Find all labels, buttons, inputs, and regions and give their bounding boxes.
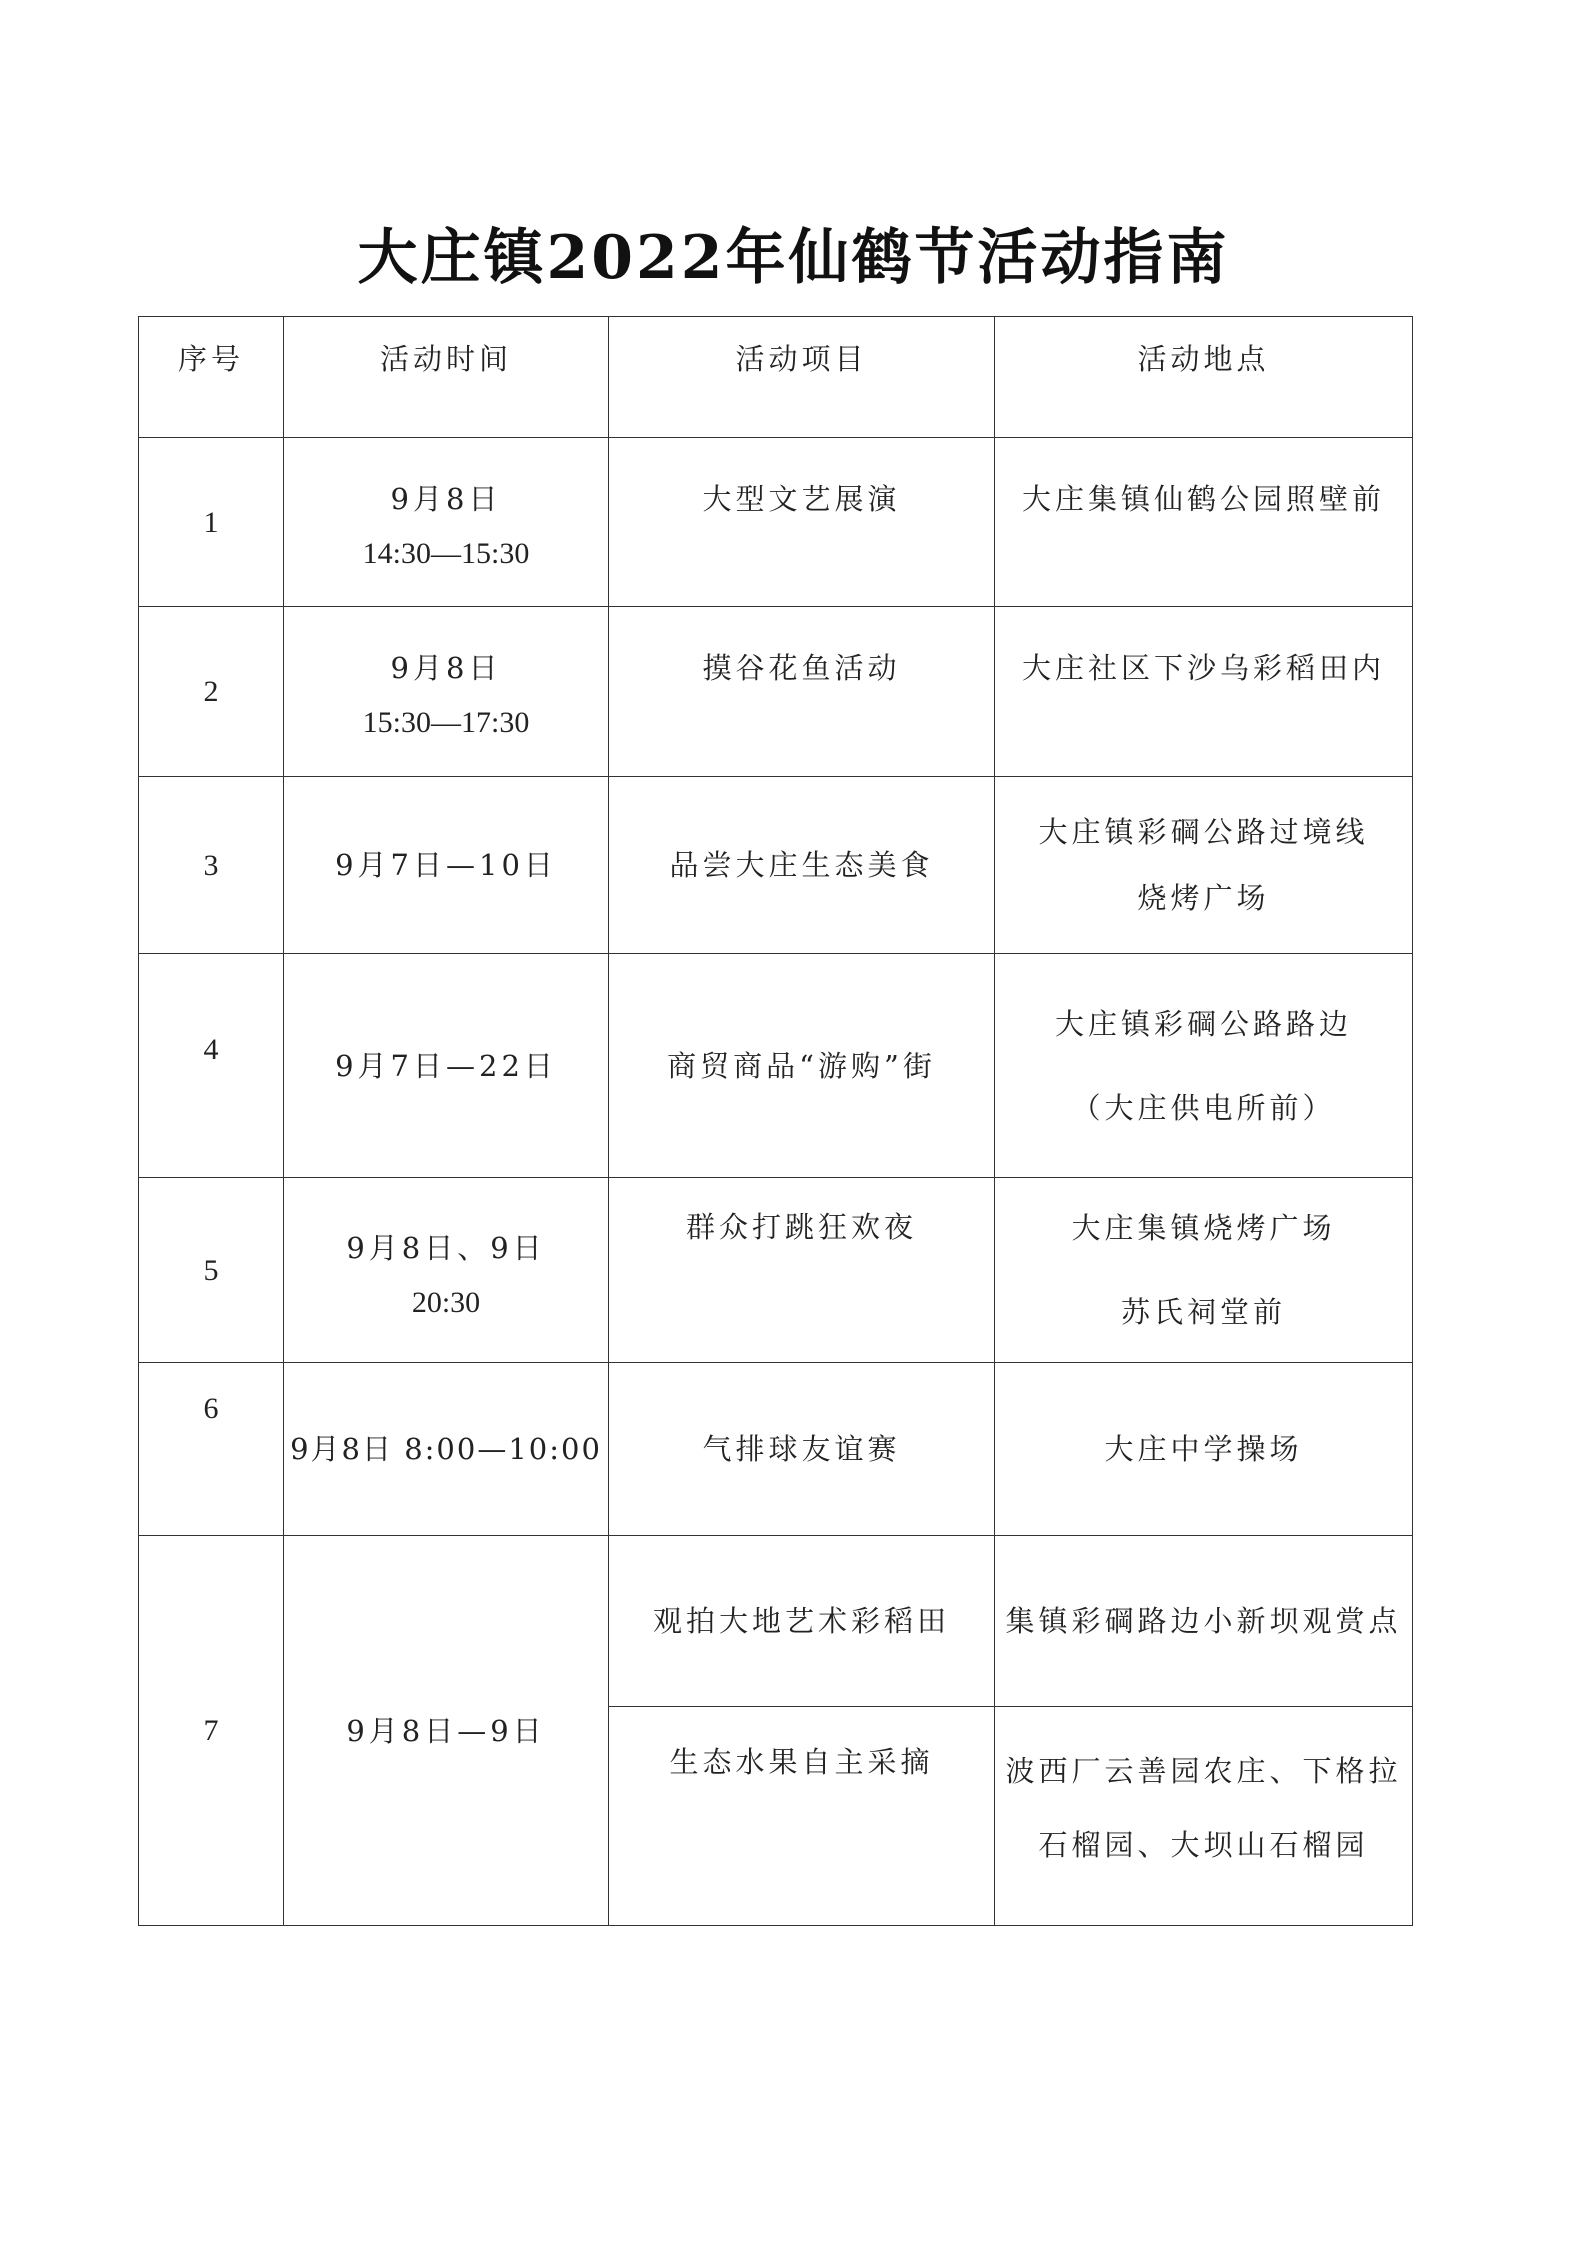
header-project: 活动项目 xyxy=(609,317,995,438)
table-row xyxy=(139,438,1413,607)
row-project: 群众打跳狂欢夜 xyxy=(609,1178,995,1363)
row-location: 大庄集镇烧烤广场 苏氏祠堂前 xyxy=(995,1178,1413,1363)
row-seq: 3 xyxy=(139,777,284,954)
table-row xyxy=(139,1178,1413,1363)
table-row xyxy=(139,1536,1413,1707)
row-time: 9月8日、9日 20:30 xyxy=(284,1178,609,1363)
row-seq: 7 xyxy=(139,1536,284,1926)
row-seq: 2 xyxy=(139,607,284,777)
table-row xyxy=(139,777,1413,954)
row-project: 摸谷花鱼活动 xyxy=(609,607,995,777)
row-location: 大庄镇彩碙公路过境线 烧烤广场 xyxy=(995,777,1413,954)
row-project: 气排球友谊赛 xyxy=(609,1363,995,1536)
row-seq: 1 xyxy=(139,438,284,607)
header-row xyxy=(139,317,1413,438)
row-time: 9月8日 15:30—17:30 xyxy=(284,607,609,777)
row-location: 大庄中学操场 xyxy=(995,1363,1413,1536)
row-time: 9月8日 8:00—10:00 xyxy=(284,1363,609,1536)
row-time: 9月8日—9日 xyxy=(284,1536,609,1926)
row-project: 大型文艺展演 xyxy=(609,438,995,607)
row-time: 9月7日—22日 xyxy=(284,954,609,1178)
row-location: 集镇彩碙路边小新坝观赏点 xyxy=(995,1536,1413,1707)
row-seq: 6 xyxy=(139,1363,284,1536)
row-project: 观拍大地艺术彩稻田 xyxy=(609,1536,995,1707)
table-row xyxy=(139,1363,1413,1536)
table-row xyxy=(139,954,1413,1178)
row-seq: 5 xyxy=(139,1178,284,1363)
table-row xyxy=(139,607,1413,777)
row-location: 大庄镇彩碙公路路边 （大庄供电所前） xyxy=(995,954,1413,1178)
row-time: 9月7日—10日 xyxy=(284,777,609,954)
header-location: 活动地点 xyxy=(995,317,1413,438)
page-title: 大庄镇2022年仙鹤节活动指南 xyxy=(357,223,1230,293)
row-location: 大庄集镇仙鹤公园照壁前 xyxy=(995,438,1413,607)
row-project: 品尝大庄生态美食 xyxy=(609,777,995,954)
header-time: 活动时间 xyxy=(284,317,609,438)
row-time: 9月8日 14:30—15:30 xyxy=(284,438,609,607)
row-project: 商贸商品“游购”街 xyxy=(609,954,995,1178)
row-location: 大庄社区下沙乌彩稻田内 xyxy=(995,607,1413,777)
row-project: 生态水果自主采摘 xyxy=(609,1707,995,1926)
header-seq: 序号 xyxy=(139,317,284,438)
row-location: 波西厂云善园农庄、下格拉 石榴园、大坝山石榴园 xyxy=(995,1707,1413,1926)
activity-table xyxy=(138,316,1413,1926)
row-seq: 4 xyxy=(139,954,284,1178)
